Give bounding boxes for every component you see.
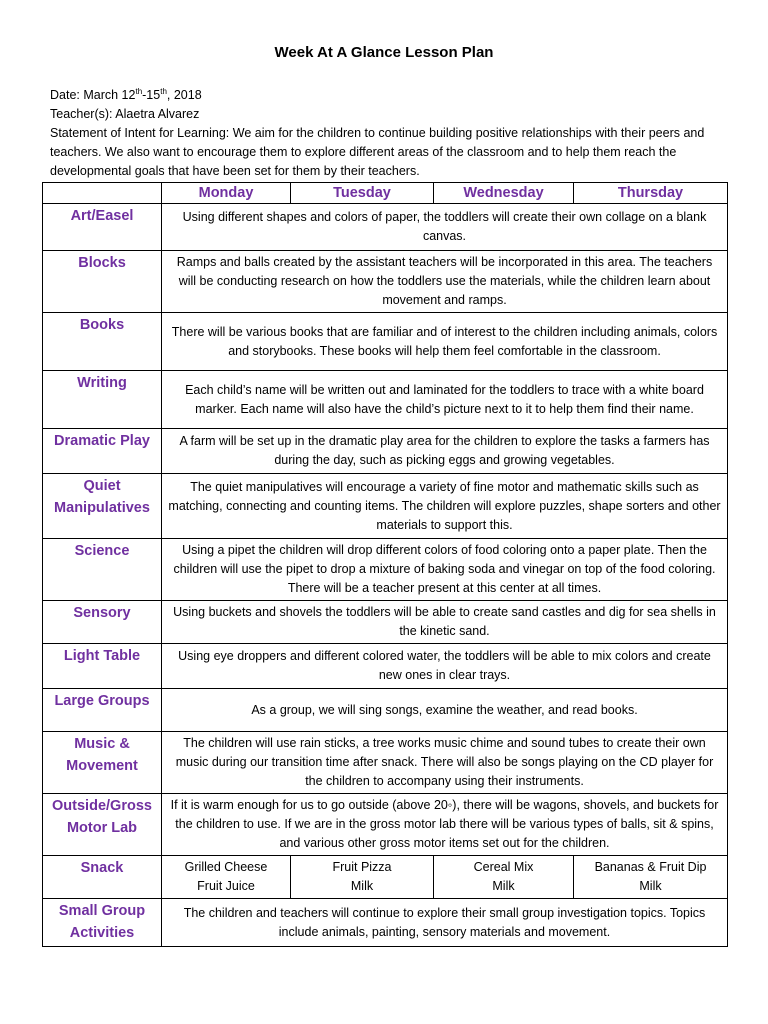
table-row [43, 794, 728, 856]
category-light-table: Light Table [43, 644, 162, 689]
snack-food: Cereal Mix [473, 860, 534, 874]
activity-art-easel: Using different shapes and colors of paper, the toddlers will create their own collage on a blank canvas. [162, 204, 728, 251]
snack-tuesday [291, 856, 434, 899]
activity-quiet-manipulatives: The quiet manipulatives will encourage a variety of fine motor and mathematic skills such as matching, connecting and counting items. The children will explore puzzles, shape sorters and other materials to support this. [162, 474, 728, 539]
day-header-tuesday: Tuesday [291, 183, 434, 204]
activity-small-group: The children and teachers will continue to explore their small group investigation topics. Topics include animals, painting, sensory materials and movement. [162, 899, 728, 947]
day-header-monday: Monday [162, 183, 291, 204]
table-row [43, 204, 728, 251]
table-row [43, 601, 728, 644]
day-header-row [43, 183, 728, 204]
date-sup-1: th [135, 86, 143, 96]
date-end: , 2018 [166, 88, 202, 102]
category-large-groups: Large Groups [43, 689, 162, 732]
category-blocks: Blocks [43, 251, 162, 313]
snack-wednesday [434, 856, 574, 899]
intent-statement: Statement of Intent for Learning: We aim for the children to continue building positive relationships with their peers and teachers. We also want to encourage them to explore different areas of the classroom and to help them reach the developmental goals that have been set for them by their teachers. [50, 126, 705, 178]
category-science: Science [43, 539, 162, 601]
snack-drink: Milk [492, 879, 515, 893]
activity-large-groups: As a group, we will sing songs, examine the weather, and read books. [162, 689, 728, 732]
activity-sensory: Using buckets and shovels the toddlers will be able to create sand castles and dig for sea shells in the kinetic sand. [162, 601, 728, 644]
category-art-easel: Art/Easel [43, 204, 162, 251]
activity-outside-gross-motor: If it is warm enough for us to go outside (above 20◦), there will be wagons, shovels, and buckets for the children to use. If we are in the gross motor lab there will be various types of balls, sit & spins, and various other gross motor items set out for the children. [162, 794, 728, 856]
snack-row [43, 856, 728, 899]
activity-books: There will be various books that are familiar and of interest to the children including animals, colors and storybooks. These books will help them feel comfortable in the classroom. [162, 313, 728, 371]
category-music-movement: Music & Movement [43, 732, 162, 794]
snack-monday [162, 856, 291, 899]
snack-drink: Milk [350, 879, 374, 893]
table-row [43, 689, 728, 732]
snack-food: Bananas & Fruit Dip [594, 860, 707, 874]
category-outside-gross-motor: Outside/Gross Motor Lab [43, 794, 162, 856]
table-row [43, 732, 728, 794]
snack-thursday [574, 856, 728, 899]
category-dramatic-play: Dramatic Play [43, 429, 162, 474]
snack-food: Fruit Pizza [332, 860, 392, 874]
date-mid: -15 [142, 88, 161, 102]
page-title: Week At A Glance Lesson Plan [274, 44, 494, 61]
table-row [43, 313, 728, 371]
activity-dramatic-play: A farm will be set up in the dramatic play area for the children to explore the tasks a farmers has during the day, such as picking eggs and growing vegetables. [162, 429, 728, 474]
activity-blocks: Ramps and balls created by the assistant teachers will be incorporated in this area. The teachers will be conducting research on how the toddlers use the materials, while the children learn about movement and ramps. [162, 251, 728, 313]
date-sup-2: th [160, 86, 167, 96]
table-row [43, 474, 728, 539]
activity-writing: Each child’s name will be written out and laminated for the toddlers to trace with a white board marker. Each name will also have the child’s picture next to it to help them find their name. [162, 371, 728, 429]
day-header-wednesday: Wednesday [434, 183, 574, 204]
table-row [43, 251, 728, 313]
category-books: Books [43, 313, 162, 371]
snack-drink: Fruit Juice [197, 879, 255, 893]
table-row [43, 899, 728, 947]
teacher-line: Teacher(s): Alaetra Alvarez [50, 107, 200, 121]
header-corner-cell [43, 183, 162, 204]
lesson-plan-table [42, 182, 728, 947]
table-row [43, 371, 728, 429]
date-line [50, 86, 740, 105]
category-quiet-manipulatives: Quiet Manipulatives [43, 474, 162, 539]
activity-music-movement: The children will use rain sticks, a tree works music chime and sound tubes to create their own music during our transition time after snack. There will also be songs playing on the CD player for the children to accompany using their instruments. [162, 732, 728, 794]
date-label: Date: March 12 [50, 88, 136, 102]
day-header-thursday: Thursday [574, 183, 728, 204]
category-sensory: Sensory [43, 601, 162, 644]
activity-science: Using a pipet the children will drop different colors of food coloring onto a paper plate. Then the children will use the pipet to drop a mixture of baking soda and vinegar on top of the food coloring. There will be a teacher present at this center at all times. [162, 539, 728, 601]
snack-food: Grilled Cheese [184, 860, 268, 874]
snack-drink: Milk [639, 879, 662, 893]
table-row [43, 644, 728, 689]
activity-light-table: Using eye droppers and different colored water, the toddlers will be able to mix colors and create new ones in clear trays. [162, 644, 728, 689]
table-row [43, 429, 728, 474]
category-writing: Writing [43, 371, 162, 429]
category-snack: Snack [43, 856, 162, 899]
table-row [43, 539, 728, 601]
category-small-group-activities: Small Group Activities [43, 899, 162, 947]
